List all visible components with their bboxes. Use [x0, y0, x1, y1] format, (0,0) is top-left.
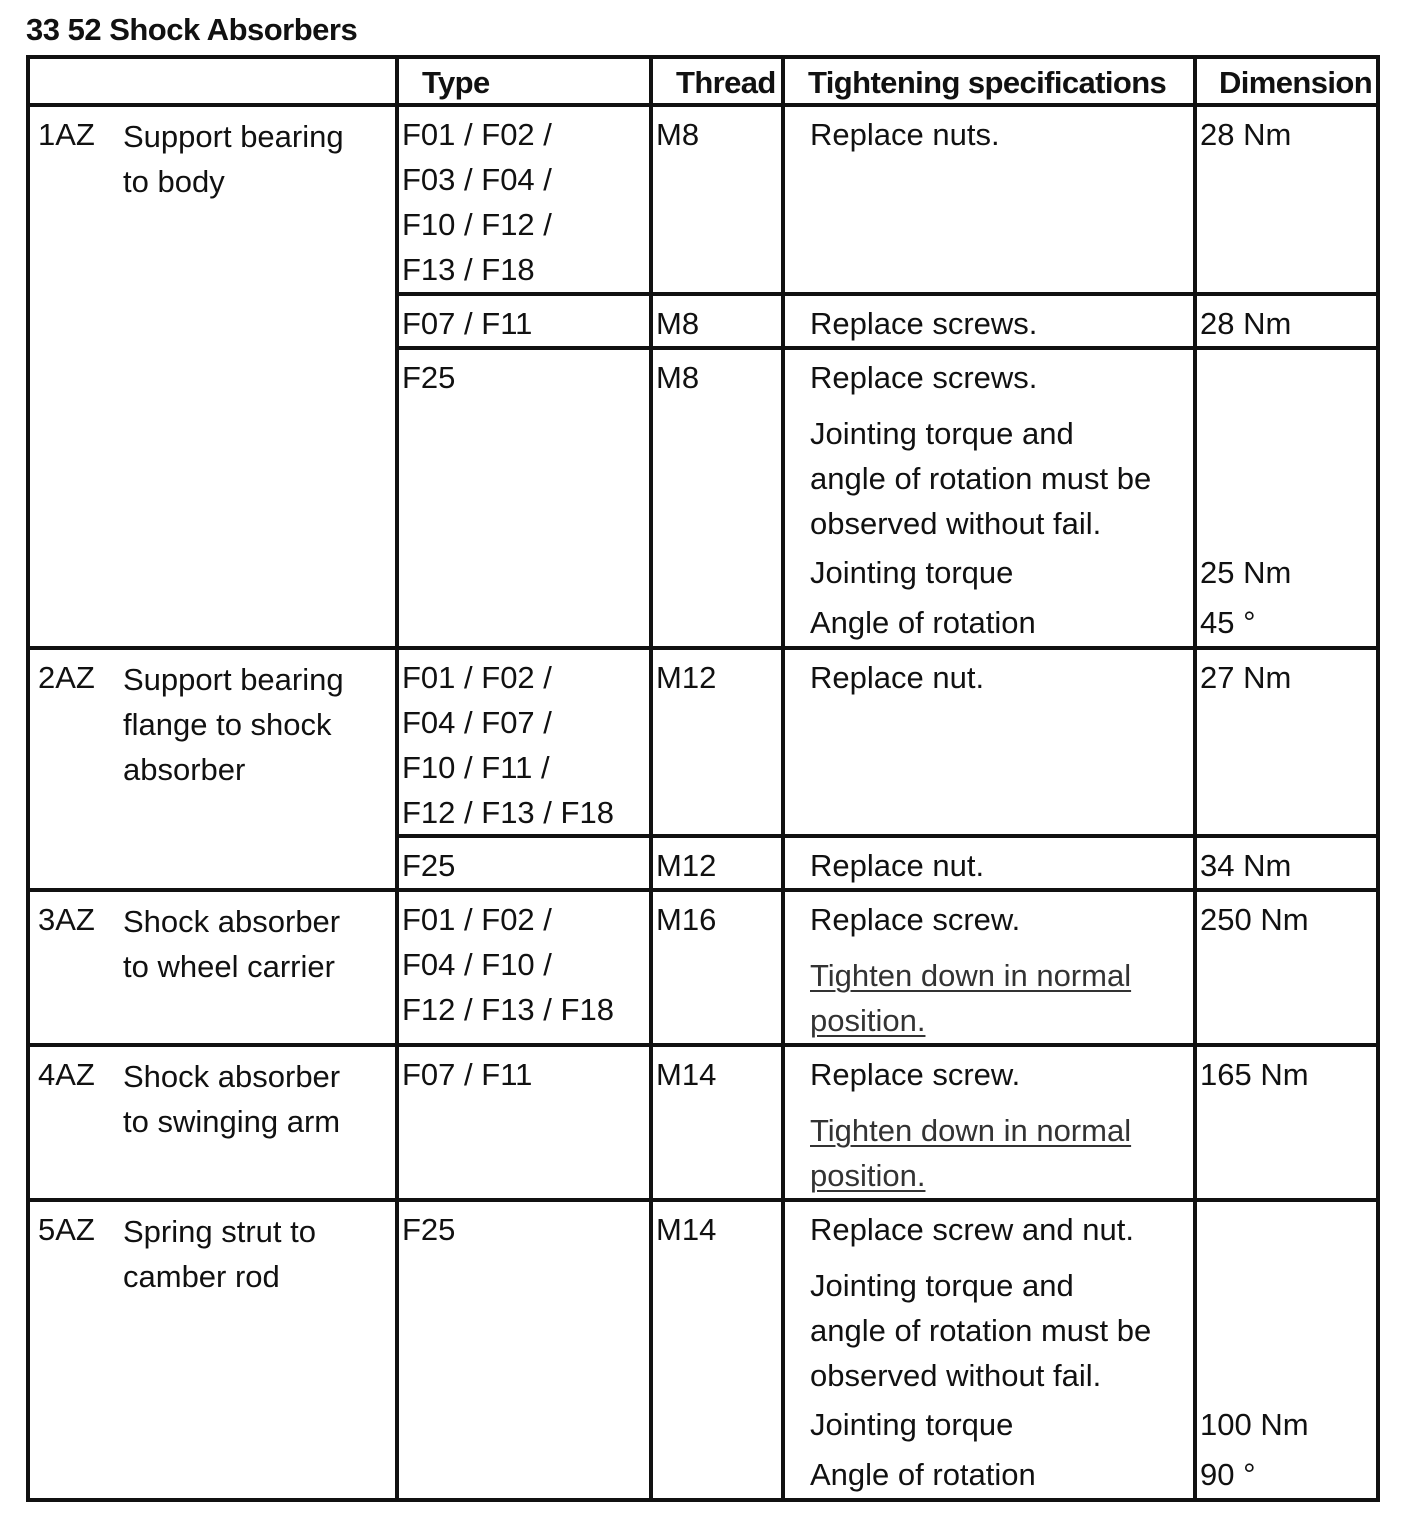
header-type: Type	[422, 65, 490, 100]
row-divider	[26, 888, 1380, 892]
cell-thread: M14	[656, 1057, 717, 1092]
cell-type: F25	[402, 360, 456, 395]
row-divider	[26, 646, 1380, 650]
row-id: 2AZ	[38, 660, 95, 695]
cell-dimension: 165 Nm	[1200, 1057, 1309, 1092]
cell-spec: Replace screws.	[810, 360, 1038, 395]
cell-type: F07 / F11	[402, 306, 533, 341]
normal-position-link[interactable]: Tighten down in normal position.	[810, 958, 1132, 1038]
cell-note: Jointing torque and angle of rotation must be observed without fail.	[810, 416, 1152, 541]
cell-thread: M8	[656, 117, 700, 152]
cell-type: F07 / F11	[402, 1057, 533, 1092]
cell-spec: Replace screws.	[810, 306, 1038, 341]
sub-row-divider	[395, 346, 1380, 350]
page-title: 33 52 Shock Absorbers	[26, 12, 358, 47]
column-divider	[1193, 55, 1197, 1502]
header-spec: Tightening specifications	[808, 65, 1167, 100]
cell-thread: M12	[656, 848, 717, 883]
row-id: 3AZ	[38, 902, 95, 937]
cell-note: Jointing torque and angle of rotation must be observed without fail.	[810, 1268, 1152, 1393]
cell-spec: Replace nuts.	[810, 117, 1000, 152]
cell-spec: Replace nut.	[810, 848, 985, 883]
row-description: Support bearing flange to shock absorber	[123, 662, 344, 787]
cell-torque-label: Jointing torque	[810, 555, 1014, 590]
cell-angle-label: Angle of rotation	[810, 1457, 1036, 1492]
header-thread: Thread	[676, 65, 776, 100]
cell-torque-value: 100 Nm	[1200, 1407, 1309, 1442]
cell-thread: M8	[656, 306, 700, 341]
cell-type: F25	[402, 848, 456, 883]
cell-thread: M12	[656, 660, 717, 695]
cell-thread: M16	[656, 902, 717, 937]
cell-thread: M14	[656, 1212, 717, 1247]
cell-thread: M8	[656, 360, 700, 395]
column-divider	[395, 55, 399, 1502]
cell-dimension: 250 Nm	[1200, 902, 1309, 937]
cell-spec: Replace screw and nut.	[810, 1212, 1134, 1247]
row-description: Shock absorber to wheel carrier	[123, 904, 341, 984]
row-id: 5AZ	[38, 1212, 95, 1247]
cell-dimension: 34 Nm	[1200, 848, 1292, 883]
row-id: 4AZ	[38, 1057, 95, 1092]
row-id: 1AZ	[38, 117, 95, 152]
normal-position-link[interactable]: Tighten down in normal position.	[810, 1113, 1132, 1193]
cell-dimension: 27 Nm	[1200, 660, 1292, 695]
cell-type: F01 / F02 / F04 / F10 / F12 / F13 / F18	[402, 902, 614, 1027]
column-divider	[649, 55, 653, 1502]
row-description: Shock absorber to swinging arm	[123, 1059, 341, 1139]
cell-angle-value: 45 °	[1200, 605, 1256, 640]
cell-dimension: 28 Nm	[1200, 306, 1292, 341]
row-divider	[26, 1198, 1380, 1202]
header-dimension: Dimension	[1219, 65, 1373, 100]
row-description: Spring strut to camber rod	[123, 1214, 316, 1294]
cell-type: F25	[402, 1212, 456, 1247]
cell-spec: Replace screw.	[810, 902, 1021, 937]
cell-spec: Replace screw.	[810, 1057, 1021, 1092]
cell-type: F01 / F02 / F03 / F04 / F10 / F12 / F13 / F18	[402, 117, 552, 287]
cell-dimension: 28 Nm	[1200, 117, 1292, 152]
cell-angle-value: 90 °	[1200, 1457, 1256, 1492]
column-divider	[781, 55, 785, 1502]
cell-type: F01 / F02 / F04 / F07 / F10 / F11 / F12 / F13 / F18	[402, 660, 614, 830]
cell-torque-value: 25 Nm	[1200, 555, 1292, 590]
row-divider	[26, 1043, 1380, 1047]
cell-angle-label: Angle of rotation	[810, 605, 1036, 640]
cell-spec: Replace nut.	[810, 660, 985, 695]
cell-torque-label: Jointing torque	[810, 1407, 1014, 1442]
row-description: Support bearing to body	[123, 119, 344, 199]
sub-row-divider	[395, 292, 1380, 296]
